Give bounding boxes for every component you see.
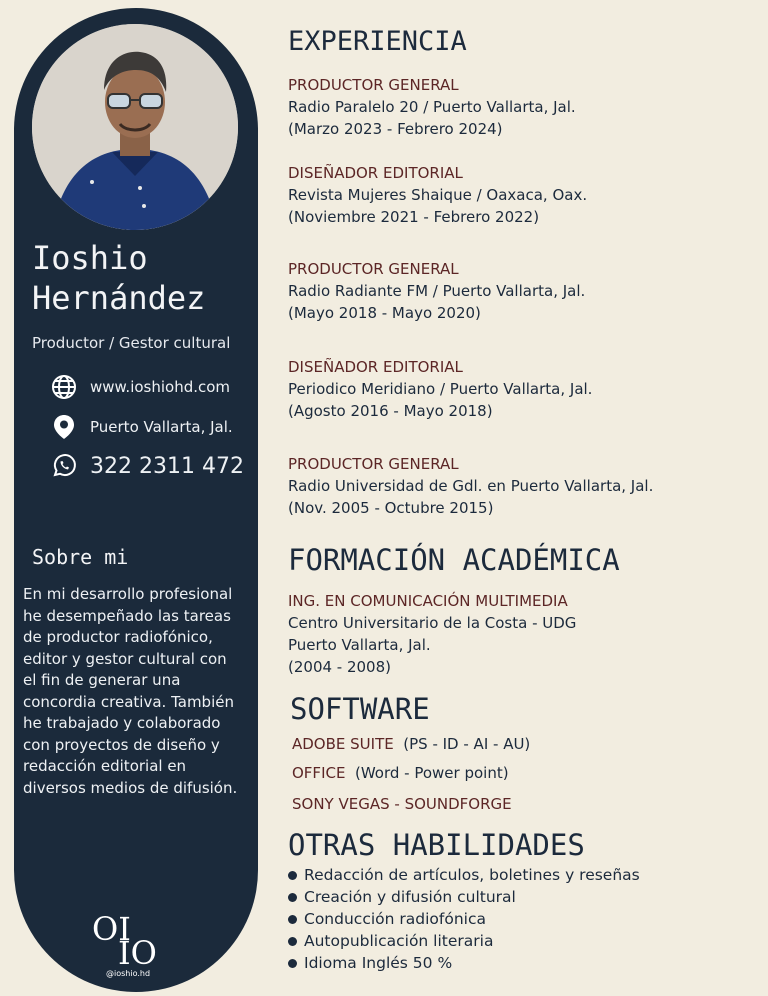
experience-heading: EXPERIENCIA [288, 26, 467, 57]
education-entry: ING. EN COMUNICACIÓN MULTIMEDIA Centro Universitario de la Costa - UDG Puerto Vallarta, Jal. (2004 - 2008) [288, 592, 577, 676]
svg-text:IO: IO [118, 934, 157, 972]
education-heading: FORMACIÓN ACADÉMICA [288, 543, 620, 577]
job-entry: DISEÑADOR EDITORIAL Revista Mujeres Shaique / Oaxaca, Oax. (Noviembre 2021 - Febrero 2022) [288, 164, 588, 226]
whatsapp-icon [50, 452, 78, 480]
list-item: Conducción radiofónica [288, 908, 640, 930]
personal-logo [88, 906, 168, 978]
bullet-icon [288, 893, 297, 902]
list-item: Redacción de artículos, boletines y reseñas [288, 864, 640, 886]
about-text: En mi desarrollo profesional he desempeñado las tareas de productor radiofónico, editor y gestor cultural con el fin de generar una concordia creativa. También he trabajado y colaborado con proyectos de diseño y redacción editorial en diversos medios de difusión. [23, 585, 238, 797]
job-role: Productor / Gestor cultural [32, 334, 231, 352]
list-item: Autopublicación literaria [288, 930, 640, 952]
job-entry: PRODUCTOR GENERAL Radio Universidad de Gdl. en Puerto Vallarta, Jal. (Nov. 2005 - Octubre 2015) [288, 455, 654, 517]
job-entry: DISEÑADOR EDITORIAL Periodico Meridiano / Puerto Vallarta, Jal. (Agosto 2016 - Mayo 2018) [288, 358, 593, 420]
sidebar [14, 8, 258, 992]
profile-photo [32, 24, 238, 230]
first-name: Ioshio [32, 239, 148, 277]
website-text: www.ioshiohd.com [90, 378, 231, 396]
contact-website[interactable] [50, 373, 230, 401]
contact-phone[interactable] [50, 452, 244, 480]
location-text: Puerto Vallarta, Jal. [90, 418, 233, 436]
job-entry: PRODUCTOR GENERAL Radio Paralelo 20 / Puerto Vallarta, Jal. (Marzo 2023 - Febrero 2024) [288, 76, 576, 138]
list-item: Creación y difusión cultural [288, 886, 640, 908]
software-item: SONY VEGAS - SOUNDFORGE [292, 795, 512, 813]
bullet-icon [288, 959, 297, 968]
phone-text: 322 2311 472 [90, 453, 244, 479]
skills-heading: OTRAS HABILIDADES [288, 828, 585, 862]
bullet-icon [288, 937, 297, 946]
contact-location [50, 413, 233, 441]
location-pin-icon [50, 413, 78, 441]
job-entry: PRODUCTOR GENERAL Radio Radiante FM / Puerto Vallarta, Jal. (Mayo 2018 - Mayo 2020) [288, 260, 586, 322]
about-title: Sobre mi [32, 545, 129, 569]
svg-text:OI: OI [92, 910, 131, 948]
software-item: OFFICE (Word - Power point) [292, 764, 509, 782]
globe-icon [50, 373, 78, 401]
bullet-icon [288, 871, 297, 880]
svg-text:@ioshio.hd: @ioshio.hd [106, 969, 151, 978]
software-item: ADOBE SUITE (PS - ID - AI - AU) [292, 735, 531, 753]
skills-list [288, 864, 640, 974]
last-name: Hernández [32, 279, 206, 317]
full-name [32, 238, 205, 318]
bullet-icon [288, 915, 297, 924]
list-item: Idioma Inglés 50 % [288, 952, 640, 974]
software-heading: SOFTWARE [290, 692, 430, 726]
